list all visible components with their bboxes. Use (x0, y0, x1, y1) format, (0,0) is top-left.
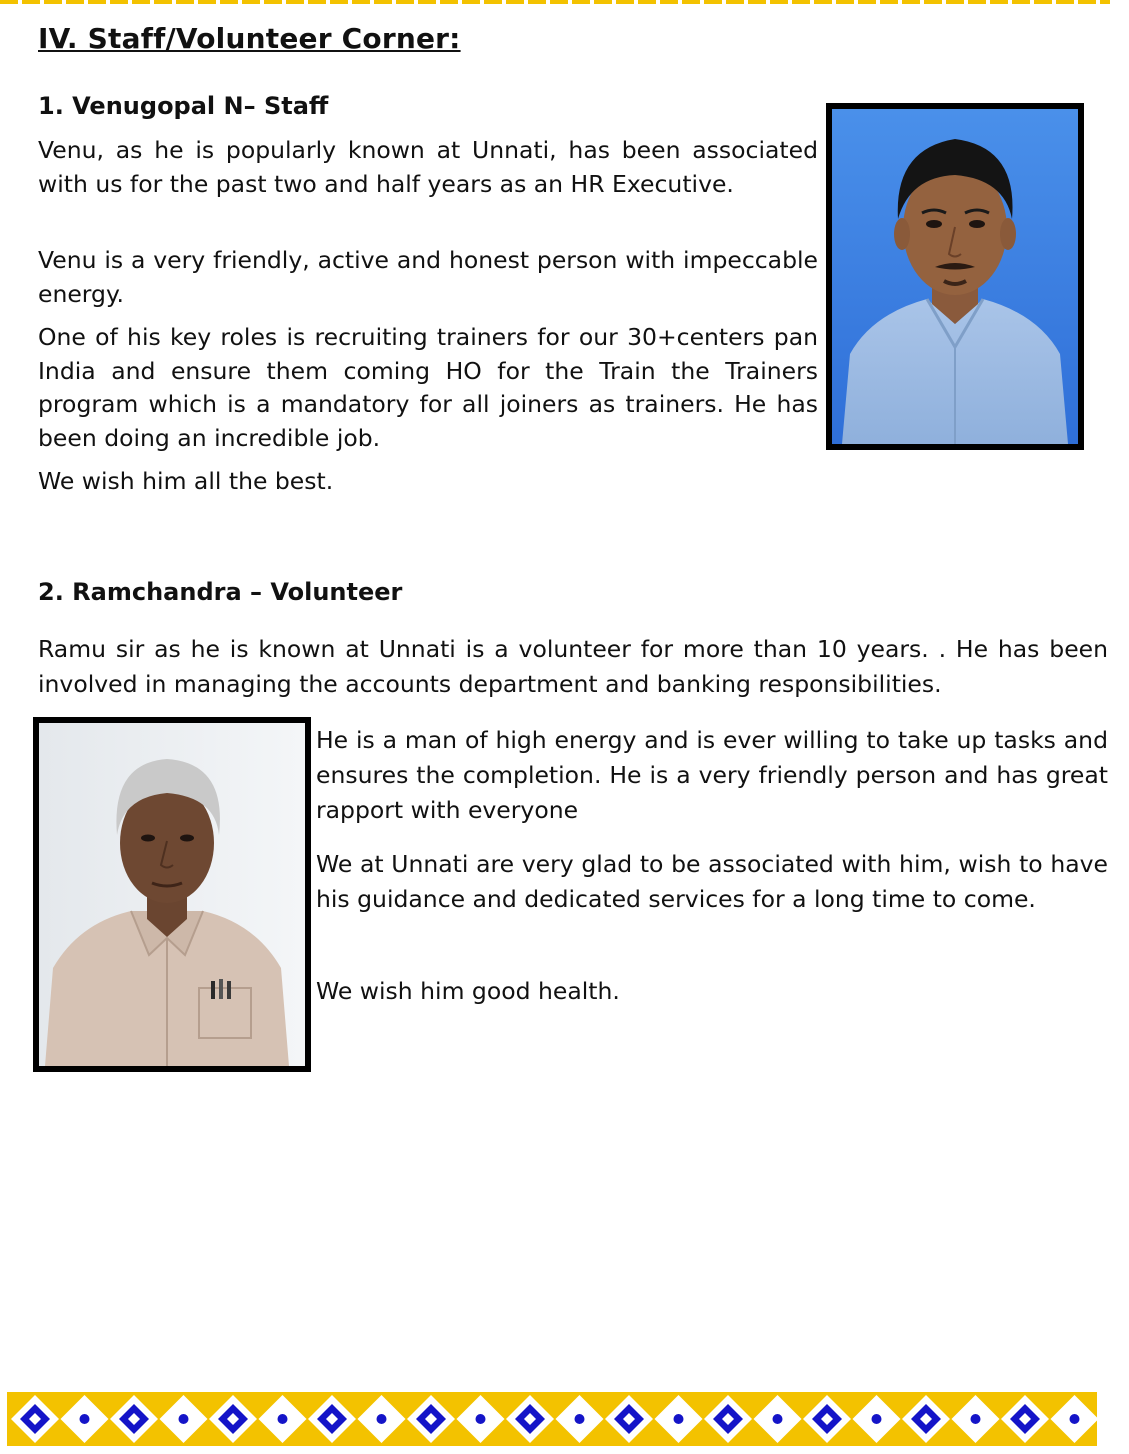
top-decorative-border (0, 0, 1110, 4)
diamond-pattern-border (7, 1392, 1097, 1446)
profile-venugopal-paragraph-4: We wish him all the best. (38, 467, 334, 495)
profile-venugopal-paragraph-2: Venu is a very friendly, active and honest person with impeccable energy. (38, 246, 818, 308)
ramchandra-portrait-photo (33, 717, 311, 1072)
profile-ramchandra-paragraph-3: We at Unnati are very glad to be associated with him, wish to have his guidance and dedicated services for a long time to come. (316, 850, 1108, 913)
profile-venugopal-paragraph-3: One of his key roles is recruiting trainers for our 30+centers pan India and ensure them coming HO for the Train the Trainers program which is a mandatory for all joiners as trainers. He has been doing an incredible job. (38, 323, 818, 452)
bottom-decorative-border (7, 1392, 1097, 1446)
profile-heading-ramchandra: 2. Ramchandra – Volunteer (38, 578, 403, 606)
portrait-photo-icon (832, 109, 1078, 444)
profile-heading-venugopal: 1. Venugopal N– Staff (38, 92, 329, 120)
profile-venugopal-paragraph-1: Venu, as he is popularly known at Unnati, has been associated with us for the past two and half years as an HR Executive. (38, 136, 818, 198)
section-title: IV. Staff/Volunteer Corner: (38, 22, 461, 55)
portrait-photo-icon (39, 723, 305, 1066)
profile-ramchandra-paragraph-4: We wish him good health. (316, 977, 620, 1005)
profile-ramchandra-paragraph-2: He is a man of high energy and is ever willing to take up tasks and ensures the completion. He is a very friendly person and has great rapport with everyone (316, 726, 1108, 824)
profile-ramchandra-paragraph-1: Ramu sir as he is known at Unnati is a volunteer for more than 10 years. . He has been involved in managing the accounts department and banking responsibilities. (38, 635, 1108, 698)
venugopal-portrait-photo (826, 103, 1084, 450)
